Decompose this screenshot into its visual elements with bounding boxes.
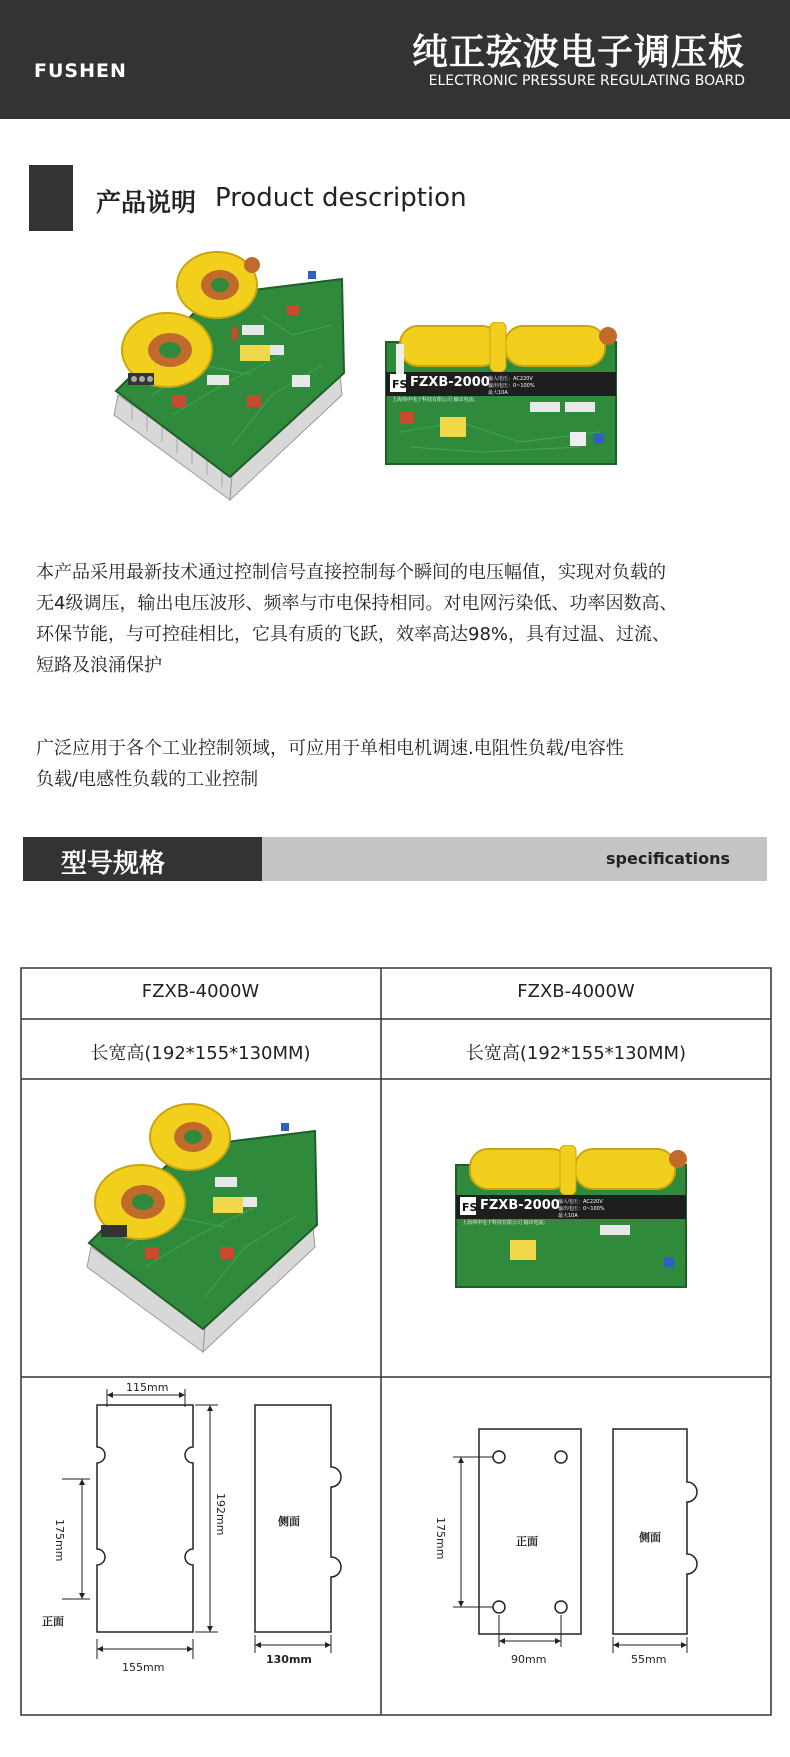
section-marker — [29, 165, 73, 231]
product-photo-flat-board — [380, 322, 620, 472]
dimension-drawing-left — [20, 1377, 381, 1715]
board-model: FZXB-2000 — [410, 375, 490, 390]
board-spec-1: 输入电压：AC220V — [558, 1199, 603, 1205]
spec-model-col2: FZXB-4000W — [517, 981, 635, 1002]
paragraph-line: 无4级调压，输出电压波形、频率与市电保持相同。对电网污染低、功率因数高、 — [36, 593, 678, 614]
board-spec-1: 输入电压：AC220V — [488, 376, 533, 382]
specifications-banner — [23, 837, 767, 881]
dim-top-width: 115mm — [126, 1381, 169, 1394]
header-banner — [0, 0, 790, 119]
specifications-heading-cn: 型号规格 — [61, 849, 166, 879]
board-model: FZXB-2000 — [480, 1198, 560, 1213]
product-photo-heatsink — [112, 245, 352, 505]
board-spec-3: 最大10A — [558, 1213, 578, 1219]
paragraph-line: 负载/电感性负载的工业控制 — [36, 769, 259, 790]
board-logo: FS — [462, 1201, 478, 1214]
dim-bottom-width: 155mm — [122, 1661, 165, 1674]
board-logo: FS — [392, 378, 408, 391]
description-heading-cn: 产品说明 — [96, 188, 197, 217]
board-spec-2: 输出电压：0~100% — [558, 1206, 605, 1212]
spec-size-col2: 长宽高(192*155*130MM) — [465, 1043, 687, 1064]
paragraph-line: 短路及浪涌保护 — [36, 655, 162, 676]
brand-name: FUSHEN — [34, 60, 127, 82]
dim-full-height: 192mm — [214, 1493, 227, 1536]
description-heading-en: Product description — [215, 183, 467, 213]
spec-photo-flat-board — [450, 1145, 690, 1295]
dimension-drawing-right — [381, 1377, 771, 1715]
front-view-label: 正面 — [516, 1535, 538, 1548]
dim-right-height: 175mm — [434, 1517, 447, 1560]
board-company: 上海弗申电子科技有限公司 输出电流： — [462, 1220, 549, 1226]
spec-photo-heatsink — [85, 1097, 325, 1357]
description-paragraph-1 — [36, 557, 756, 681]
specifications-banner-dark — [23, 837, 262, 881]
page-title: 纯正弦波电子调压板 — [411, 32, 745, 73]
dim-right-bottom-width: 90mm — [511, 1653, 547, 1666]
side-view-label: 侧面 — [278, 1515, 300, 1528]
paragraph-line: 广泛应用于各个工业控制领域，可应用于单相电机调速.电阻性负载/电容性 — [36, 738, 624, 759]
board-spec-2: 输出电压：0~100% — [488, 383, 535, 389]
dim-side-width: 130mm — [266, 1653, 312, 1666]
spec-size-col1: 长宽高(192*155*130MM) — [90, 1043, 311, 1064]
description-paragraph-2 — [36, 733, 756, 795]
page-subtitle: ELECTRONIC PRESSURE REGULATING BOARD — [428, 73, 745, 89]
front-view-label: 正面 — [42, 1615, 64, 1628]
board-company: 上海弗申电子科技有限公司 输出电流： — [392, 397, 479, 403]
paragraph-line: 环保节能，与可控硅相比，它具有质的飞跃，效率高达98%，具有过温、过流、 — [36, 624, 671, 645]
spec-model-col1: FZXB-4000W — [141, 981, 260, 1002]
paragraph-line: 本产品采用最新技术通过控制信号直接控制每个瞬间的电压幅值，实现对负载的 — [36, 562, 666, 583]
board-spec-3: 最大10A — [488, 390, 508, 396]
spec-table — [20, 967, 772, 1716]
side-view-label: 侧面 — [639, 1531, 661, 1544]
dim-right-side-width: 55mm — [631, 1653, 667, 1666]
specifications-heading-en: specifications — [606, 849, 730, 868]
dim-inner-height: 175mm — [53, 1519, 66, 1562]
